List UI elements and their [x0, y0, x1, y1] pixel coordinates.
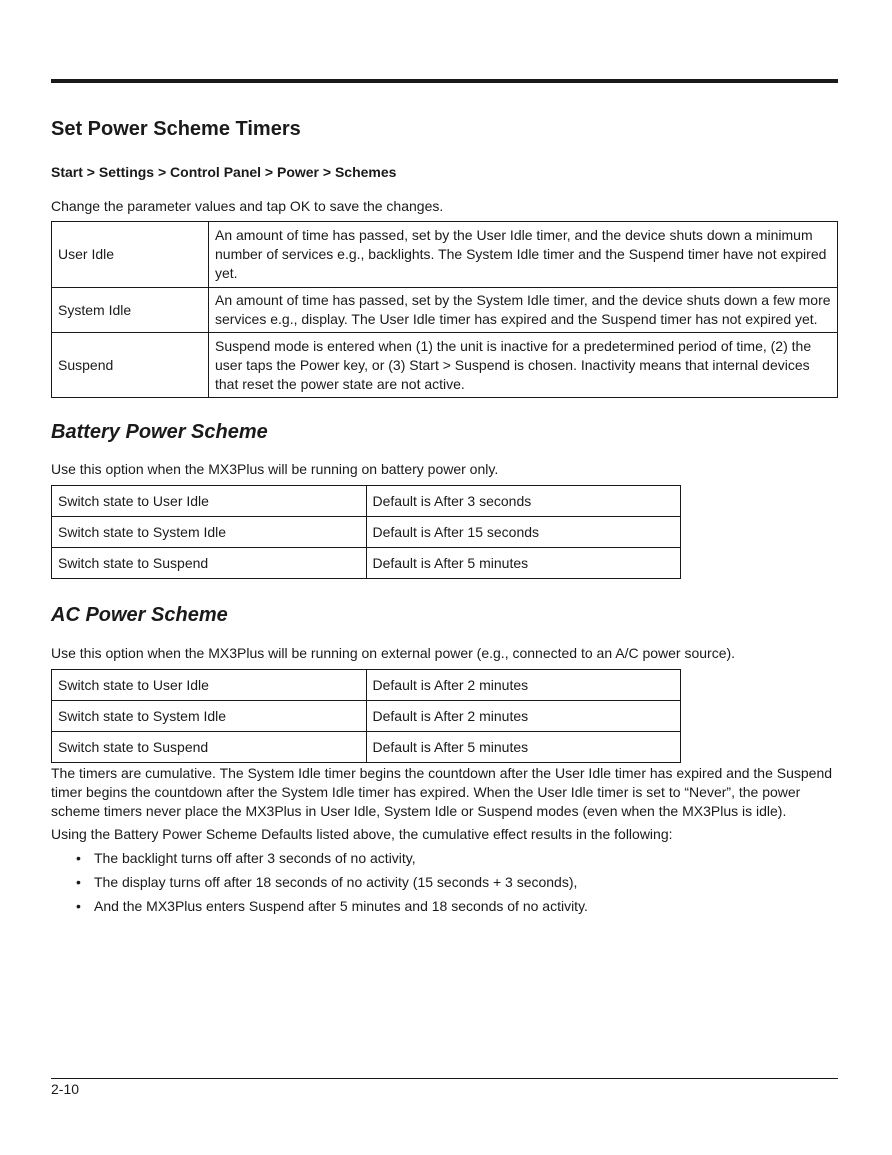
timer-name: System Idle [52, 288, 209, 333]
battery-heading: Battery Power Scheme [51, 421, 268, 443]
navigation-path: Start > Settings > Control Panel > Power > Schemes [51, 164, 397, 180]
value-cell: Default is After 5 minutes [366, 548, 681, 579]
bullet-icon: • [76, 850, 81, 866]
setting-cell: Switch state to System Idle [52, 517, 367, 548]
timer-name: User Idle [52, 222, 209, 288]
ac-table [51, 669, 681, 763]
value-cell: Default is After 3 seconds [366, 486, 681, 517]
value-cell: Default is After 5 minutes [366, 732, 681, 763]
bullet-icon: • [76, 874, 81, 890]
list-item-text: And the MX3Plus enters Suspend after 5 minutes and 18 seconds of no activity. [94, 898, 588, 914]
table-row [52, 548, 681, 579]
table-row [52, 288, 838, 333]
timer-description: An amount of time has passed, set by the User Idle timer, and the device shuts down a minimum number of services e.g., backlights. The System Idle timer and the Suspend timer have not expired yet. [209, 222, 838, 288]
bottom-rule [51, 1078, 838, 1079]
page-title: Set Power Scheme Timers [51, 118, 301, 140]
bullet-icon: • [76, 898, 81, 914]
page-number: 2-10 [51, 1081, 80, 1097]
intro-text: Change the parameter values and tap OK to save the changes. [51, 198, 444, 214]
ac-intro: Use this option when the MX3Plus will be running on external power (e.g., connected to an A/C power source). [51, 645, 736, 661]
setting-cell: Switch state to System Idle [52, 701, 367, 732]
list-item [51, 873, 588, 897]
battery-table [51, 485, 681, 579]
bullet-list [51, 849, 588, 921]
table-row [52, 517, 681, 548]
table-row [52, 701, 681, 732]
timer-table [51, 221, 838, 398]
ac-heading: AC Power Scheme [51, 604, 228, 626]
timer-name: Suspend [52, 333, 209, 398]
defaults-intro: Using the Battery Power Scheme Defaults listed above, the cumulative effect results in the following: [51, 826, 673, 842]
table-row [52, 732, 681, 763]
table-row [52, 670, 681, 701]
list-item [51, 897, 588, 921]
top-rule [51, 79, 838, 83]
list-item [51, 849, 588, 873]
list-item-text: The display turns off after 18 seconds of no activity (15 seconds + 3 seconds), [94, 874, 578, 890]
timer-description: Suspend mode is entered when (1) the unit is inactive for a predetermined period of time, (2) the user taps the Power key, or (3) Start > Suspend is chosen. Inactivity means that internal devices that reset the power state are not active. [209, 333, 838, 398]
value-cell: Default is After 15 seconds [366, 517, 681, 548]
table-row [52, 333, 838, 398]
setting-cell: Switch state to User Idle [52, 670, 367, 701]
table-row [52, 486, 681, 517]
timer-description: An amount of time has passed, set by the System Idle timer, and the device shuts down a few more services e.g., display. The User Idle timer has expired and the Suspend timer has not expired yet. [209, 288, 838, 333]
setting-cell: Switch state to Suspend [52, 548, 367, 579]
setting-cell: Switch state to User Idle [52, 486, 367, 517]
setting-cell: Switch state to Suspend [52, 732, 367, 763]
list-item-text: The backlight turns off after 3 seconds of no activity, [94, 850, 416, 866]
value-cell: Default is After 2 minutes [366, 701, 681, 732]
cumulative-note: The timers are cumulative. The System Idle timer begins the countdown after the User Idle timer has expired and the Suspend timer begins the countdown after the System Idle timer has expired. When the User Idle timer is set to “Never”, the power scheme timers never place the MX3Plus in User Idle, System Idle or Suspend modes (even when the MX3Plus is idle). [51, 765, 833, 819]
table-row [52, 222, 838, 288]
value-cell: Default is After 2 minutes [366, 670, 681, 701]
battery-intro: Use this option when the MX3Plus will be running on battery power only. [51, 461, 499, 477]
